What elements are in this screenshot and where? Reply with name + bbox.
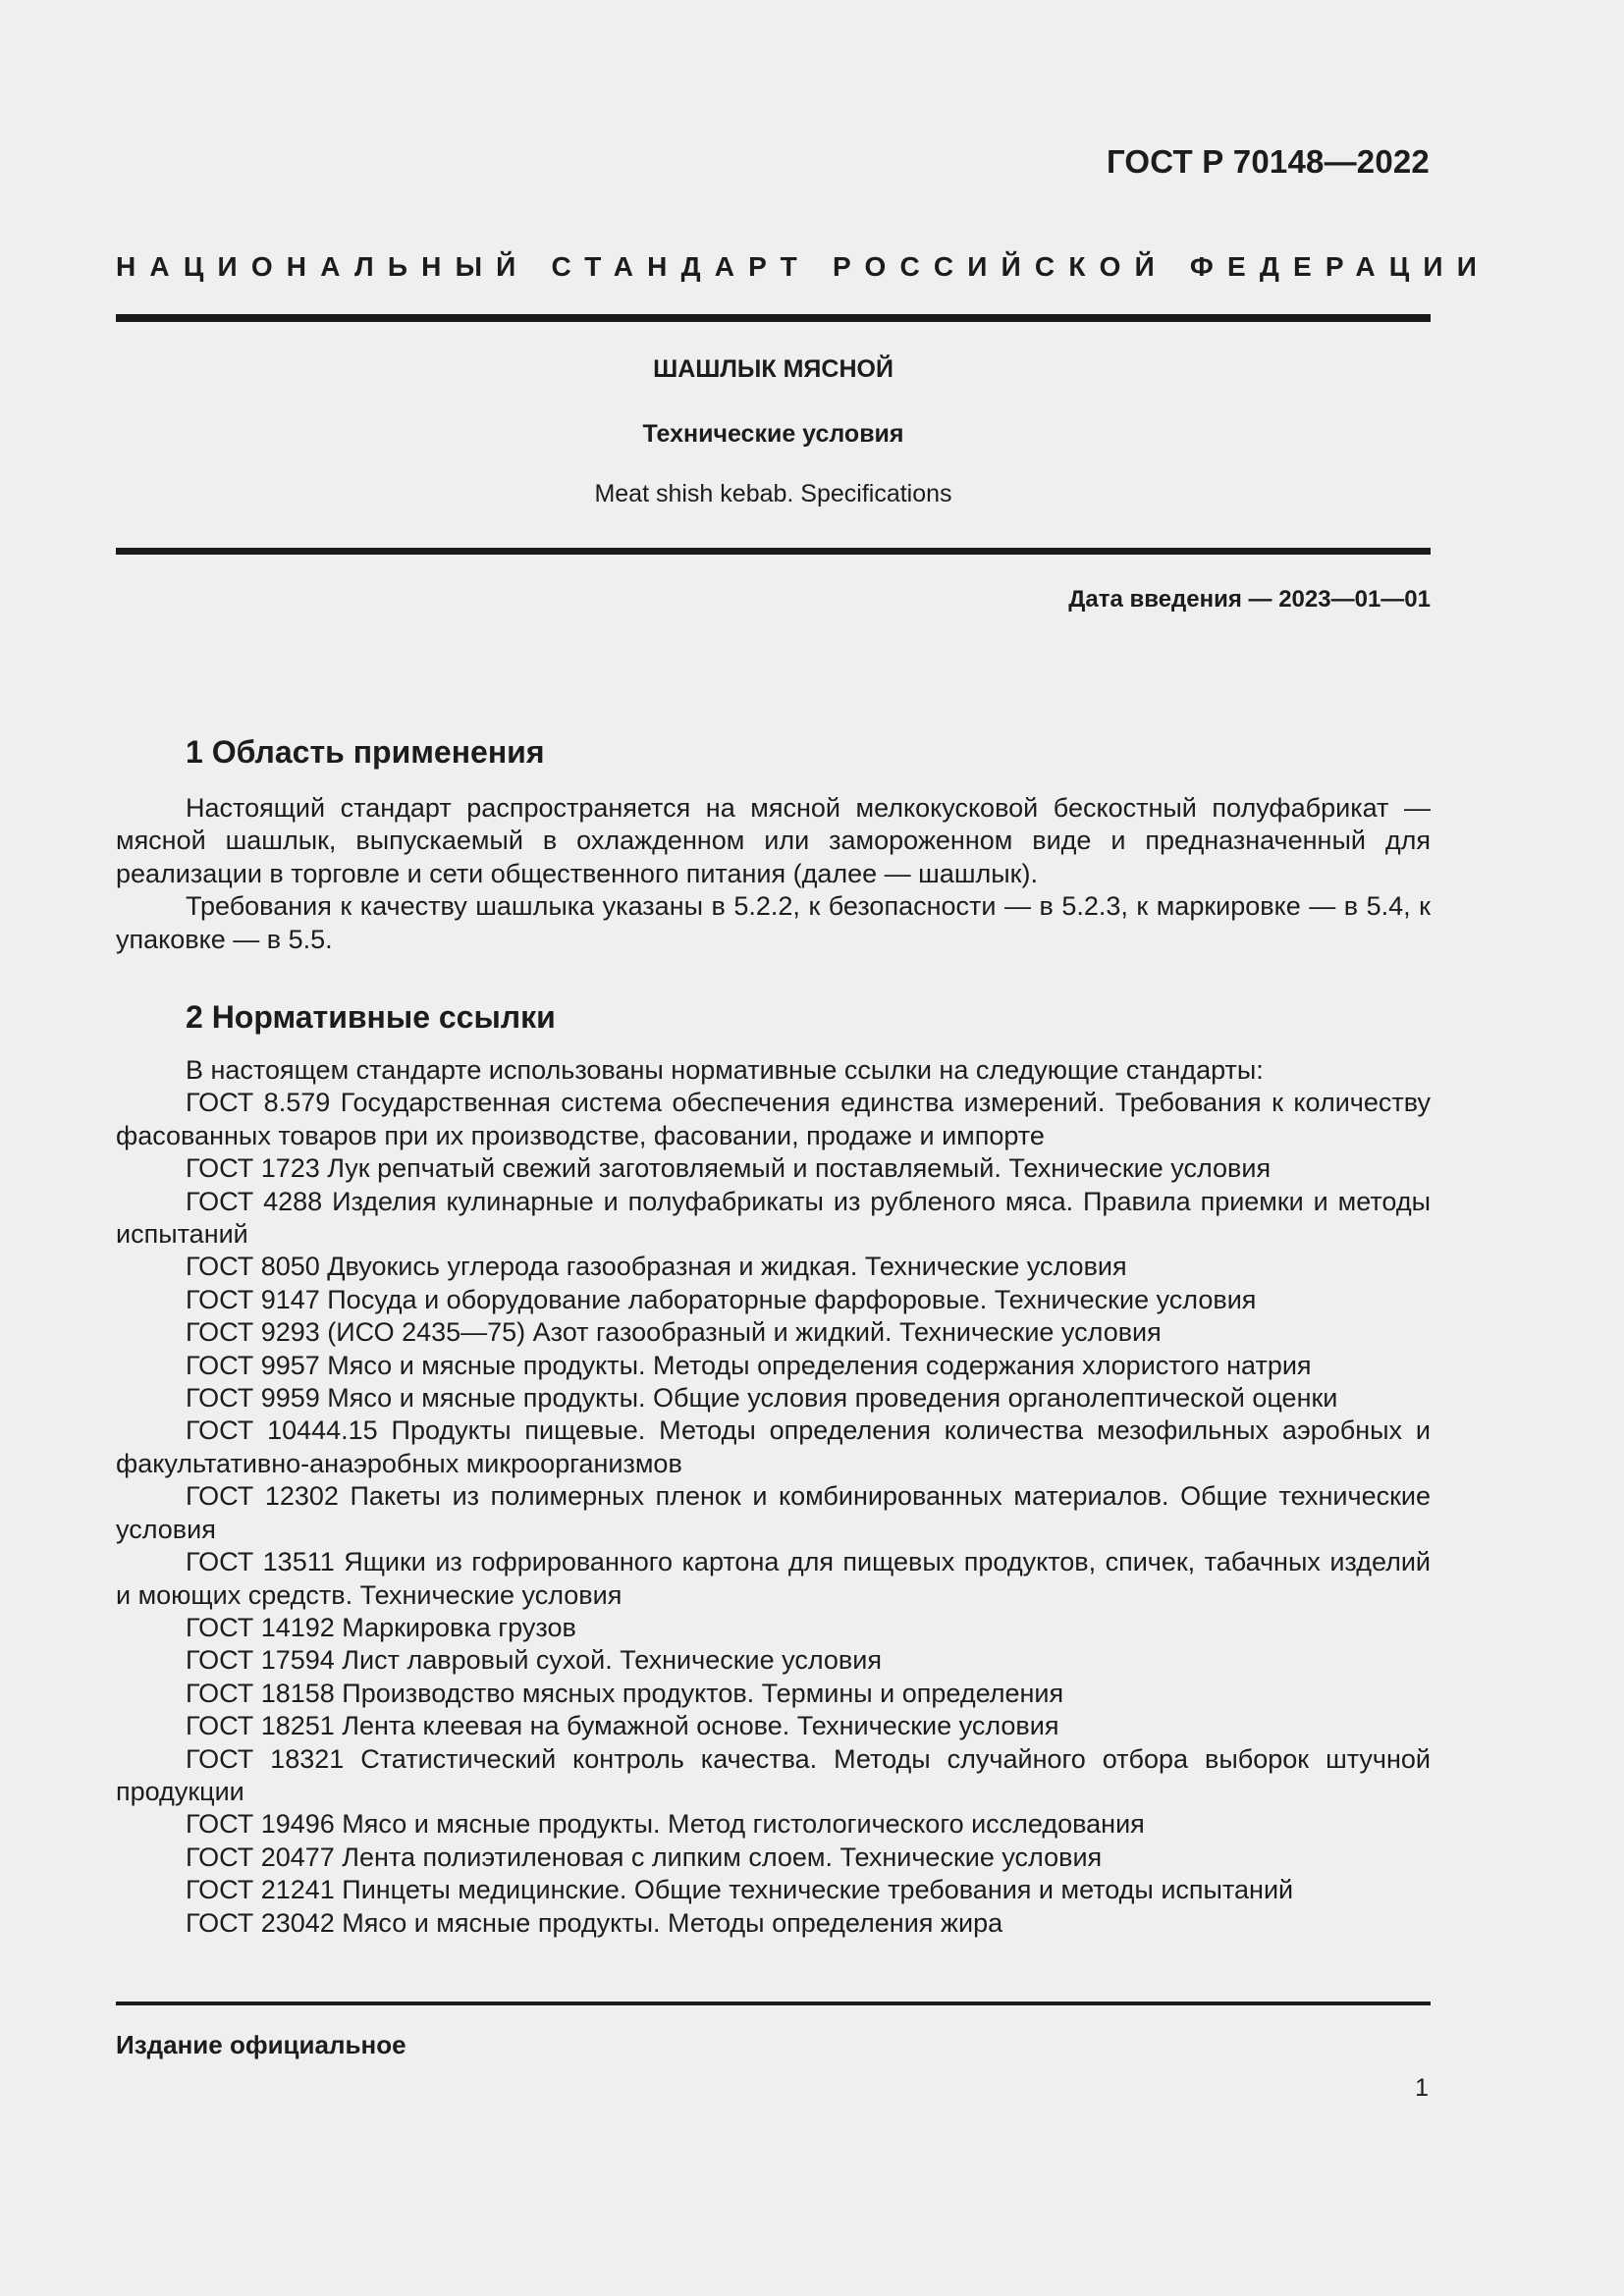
reference-item: ГОСТ 4288 Изделия кулинарные и полуфабрикаты из рубленого мяса. Правила приемки и методы испытаний	[116, 1186, 1431, 1250]
reference-list	[116, 1087, 1431, 1940]
reference-item: ГОСТ 21241 Пинцеты медицинские. Общие технические требования и методы испытаний	[186, 1875, 1294, 1905]
section-2-intro: В настоящем стандарте использованы нормативные ссылки на следующие стандарты:	[186, 1055, 1264, 1085]
edition-label: Издание официальное	[116, 2030, 406, 2059]
reference-item: ГОСТ 9147 Посуда и оборудование лабораторные фарфоровые. Технические условия	[186, 1284, 1257, 1314]
reference-item: ГОСТ 20477 Лента полиэтиленовая с липким слоем. Технические условия	[186, 1842, 1103, 1872]
reference-item: ГОСТ 14192 Маркировка грузов	[186, 1612, 576, 1642]
section-1-body	[116, 792, 1431, 956]
reference-item: ГОСТ 19496 Мясо и мясные продукты. Метод гистологического исследования	[186, 1809, 1145, 1840]
section-2-heading: 2 Нормативные ссылки	[186, 999, 556, 1035]
section-1-paragraph: Требования к качеству шашлыка указаны в 5.2.2, к безопасности — в 5.2.3, к маркировке — в 5.4, к упаковке — в 5.5.	[116, 891, 1431, 954]
section-2-body	[116, 1054, 1431, 1940]
document-code: ГОСТ Р 70148—2022	[1106, 143, 1430, 180]
reference-item: ГОСТ 18321 Статистический контроль качества. Методы случайного отбора выборок штучной продукции	[116, 1743, 1431, 1806]
section-1-heading: 1 Область применения	[186, 734, 545, 770]
document-title-english: Meat shish kebab. Specifications	[594, 480, 952, 507]
reference-item: ГОСТ 23042 Мясо и мясные продукты. Методы определения жира	[186, 1907, 1003, 1938]
reference-item: ГОСТ 17594 Лист лавровый сухой. Технические условия	[186, 1645, 882, 1676]
reference-item: ГОСТ 8.579 Государственная система обеспечения единства измерений. Требования к количеству фасованных товаров при их производстве, фасовании, продаже и импорте	[116, 1088, 1431, 1150]
document-title: ШАШЛЫК МЯСНОЙ	[653, 355, 893, 383]
reference-item: ГОСТ 12302 Пакеты из полимерных пленок и комбинированных материалов. Общие технические условия	[116, 1481, 1431, 1544]
reference-item: ГОСТ 10444.15 Продукты пищевые. Методы определения количества мезофильных аэробных и факультативно-анаэробных микроорганизмов	[116, 1415, 1431, 1478]
reference-item: ГОСТ 1723 Лук репчатый свежий заготовляемый и поставляемый. Технические условия	[186, 1153, 1272, 1184]
section-1-paragraph: Настоящий стандарт распространяется на мясной мелкокусковой бескостный полуфабрикат — мясной шашлык, выпускаемый в охлажденном или замороженном виде и предназначенный для реализации в торговле и сети общественного питания (далее — шашлык).	[116, 793, 1431, 888]
page-number: 1	[1415, 2074, 1429, 2102]
top-divider	[116, 314, 1431, 322]
reference-item: ГОСТ 18158 Производство мясных продуктов. Термины и определения	[186, 1678, 1064, 1708]
reference-item: ГОСТ 13511 Ящики из гофрированного картона для пищевых продуктов, спичек, табачных изделий и моющих средств. Технические условия	[116, 1547, 1431, 1610]
reference-item: ГОСТ 9957 Мясо и мясные продукты. Методы определения содержания хлористого натрия	[186, 1350, 1312, 1380]
national-standard-banner: НАЦИОНАЛЬНЫЙ СТАНДАРТ РОССИЙСКОЙ ФЕДЕРАЦИИ	[116, 251, 1491, 282]
introduction-date: Дата введения — 2023—01—01	[1068, 586, 1431, 613]
reference-item: ГОСТ 9293 (ИСО 2435—75) Азот газообразный и жидкий. Технические условия	[186, 1317, 1162, 1348]
document-subtitle: Технические условия	[642, 420, 904, 448]
reference-item: ГОСТ 9959 Мясо и мясные продукты. Общие условия проведения органолептической оценки	[186, 1383, 1338, 1414]
reference-item: ГОСТ 18251 Лента клеевая на бумажной основе. Технические условия	[186, 1711, 1059, 1741]
footer-divider	[116, 2002, 1431, 2005]
reference-item: ГОСТ 8050 Двуокись углерода газообразная и жидкая. Технические условия	[186, 1252, 1127, 1282]
title-divider	[116, 548, 1431, 555]
